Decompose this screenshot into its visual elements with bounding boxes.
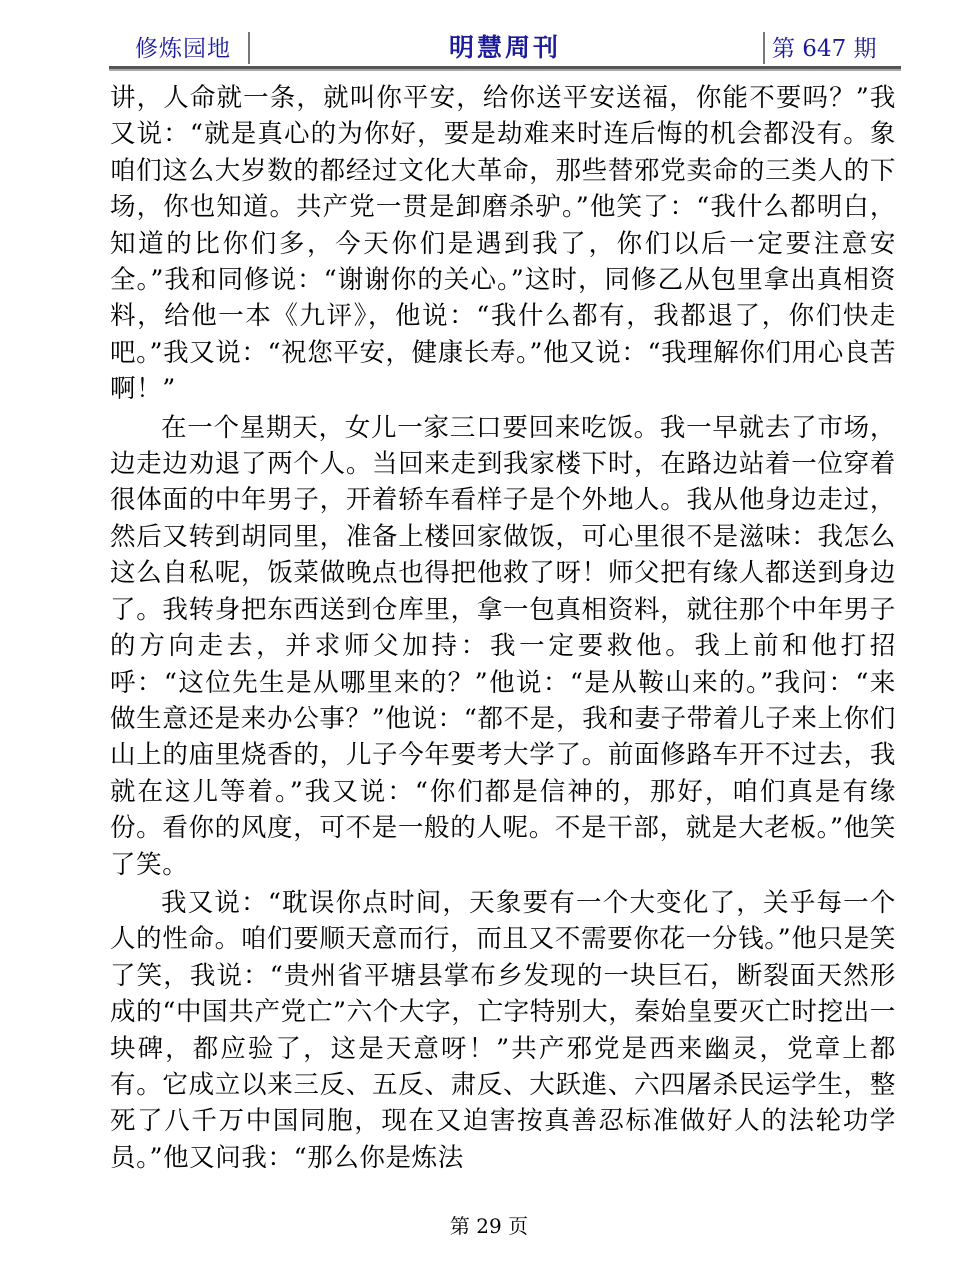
- section-title: 修炼园地: [135, 36, 231, 62]
- issue-number: 第 647 期: [772, 36, 877, 62]
- paragraph: 我又说：“耽误你点时间，天象要有一个大变化了，关乎每一个人的性命。咱们要顺天意而行，而且又不需要你花一分钱。”他只是笑了笑，我说：“贵州省平塘县掌布乡发现的一块巨石，断裂面天然形成的“中国共产党亡”六个大字，亡字特别大，秦始皇要灭亡时挖出一块碑，都应验了，这是天意呀！”共产邪党是西来幽灵，党章上都有。它成立以来三反、五反、肃反、大跃進、六四屠杀民运学生，整死了八千万中国同胞，现在又迫害按真善忍标准做好人的法轮功学员。”他又问我：“那么你是炼法: [110, 887, 896, 1173]
- header-rule: [109, 66, 901, 69]
- publication-title: 明慧周刊: [448, 33, 561, 62]
- page-header: [109, 26, 901, 68]
- article-body: [110, 80, 896, 1176]
- header-divider: [763, 32, 765, 64]
- paragraph: 在一个星期天，女儿一家三口要回来吃饭。我一早就去了市场，边走边劝退了两个人。当回来走到我家楼下时，在路边站着一位穿着很体面的中年男子，开着轿车看样子是个外地人。我从他身边走过，然后又转到胡同里，准备上楼回家做饭，可心里很不是滋味：我怎么这么自私呢，饭菜做晚点也得把他救了呀！师父把有缘人都送到身边了。我转身把东西送到仓库里，拿一包真相资料，就往那个中年男子的方向走去，并求师父加持：我一定要救他。我上前和他打招呼：“这位先生是从哪里来的？”他说：“是从鞍山来的。”我问：“来做生意还是来办公事？”他说：“都不是，我和妻子带着儿子来上你们山上的庙里烧香的，儿子今年要考大学了。前面修路车开不过去，我就在这儿等着。”我又说：“你们都是信神的，那好，咱们真是有缘份。看你的风度，可不是一般的人呢。不是干部，就是大老板。”他笑了笑。: [110, 412, 896, 880]
- paragraph: 讲，人命就一条，就叫你平安，给你送平安送福，你能不要吗？”我又说：“就是真心的为你好，要是劫难来时连后悔的机会都没有。象咱们这么大岁数的都经过文化大革命，那些替邪党卖命的三类人的下场，你也知道。共产党一贯是卸磨杀驴。”他笑了：“我什么都明白，知道的比你们多，今天你们是遇到我了，你们以后一定要注意安全。”我和同修说：“谢谢你的关心。”这时，同修乙从包里拿出真相资料，给他一本《九评》，他说：“我什么都有，我都退了，你们快走吧。”我又说：“祝您平安，健康长寿。”他又说：“我理解你们用心良苦啊！”: [110, 83, 896, 405]
- page-number: 第 29 页: [449, 1214, 529, 1238]
